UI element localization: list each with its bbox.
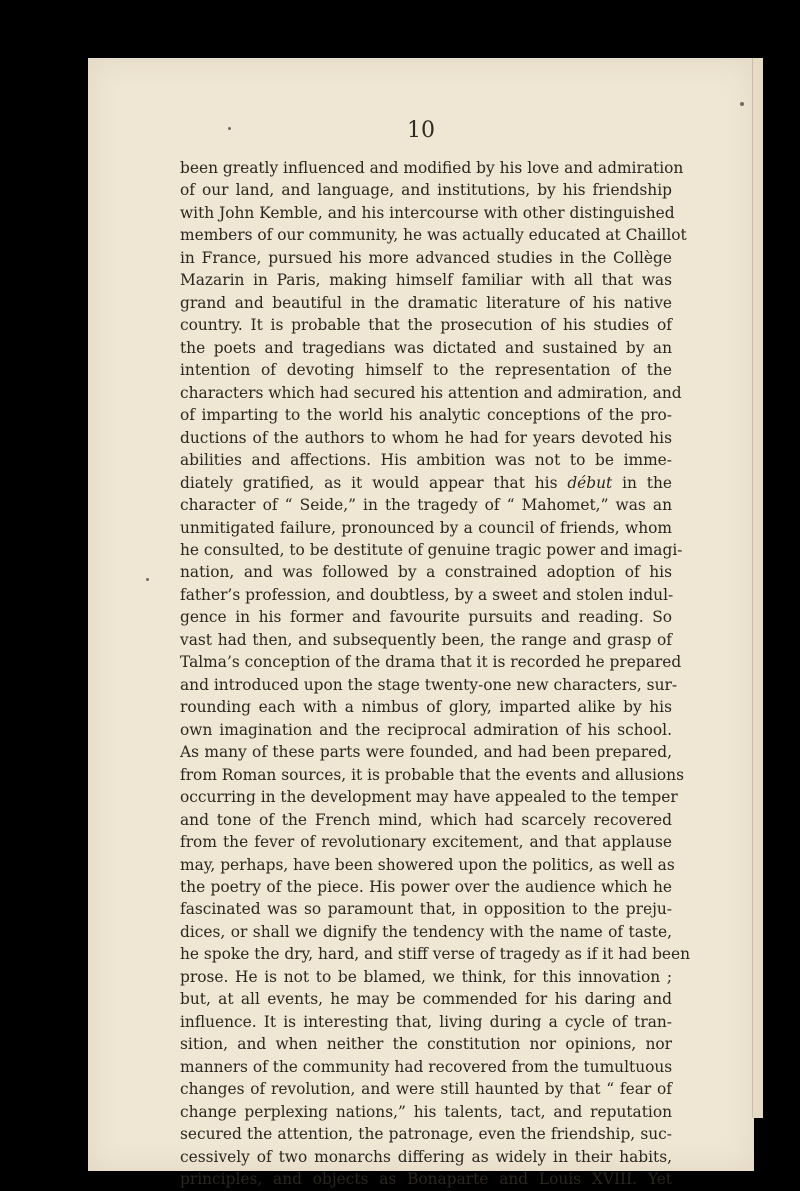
text-line: [180, 1078, 672, 1100]
text-line: [180, 943, 691, 965]
text-segment: and introduced upon the stage twenty-one new characters, sur-: [180, 675, 678, 694]
text-line: [180, 831, 672, 853]
ink-speck: [228, 127, 231, 130]
text-line: [180, 606, 672, 628]
text-line: [180, 224, 687, 246]
text-line: [180, 382, 682, 404]
text-line: [180, 247, 672, 269]
text-segment: ductions of the authors to whom he had for years devoted his: [180, 428, 672, 447]
text-segment: secured the attention, the patronage, even the friendship, suc-: [180, 1125, 672, 1144]
text-segment: influence. It is interesting that, living during a cycle of tran-: [180, 1012, 672, 1031]
text-segment: occurring in the development may have appealed to the temper: [180, 788, 678, 807]
text-line: [180, 427, 672, 449]
text-line: [180, 1011, 672, 1033]
text-line: [180, 404, 672, 426]
text-line: [180, 786, 678, 808]
text-line: [180, 921, 672, 943]
text-line: [180, 337, 672, 359]
adjacent-page-edge: [752, 58, 763, 1118]
ink-speck: [740, 102, 744, 106]
text-line: [180, 1168, 672, 1190]
text-segment: and tone of the French mind, which had scarcely recovered: [180, 810, 672, 829]
text-segment: of our land, and language, and institutions, by his friendship: [180, 181, 672, 200]
text-segment: grand and beautiful in the dramatic literature of his native: [180, 293, 672, 312]
text-line: [180, 1101, 672, 1123]
text-segment: dices, or shall we dignify the tendency with the name of taste,: [180, 922, 672, 941]
text-segment: country. It is probable that the prosecution of his studies of: [180, 316, 672, 335]
text-line: [180, 494, 672, 516]
text-line: [180, 179, 672, 201]
text-segment: début: [567, 473, 613, 492]
text-line: [180, 898, 672, 920]
text-segment: character of “ Seide,” in the tragedy of “ Mahomet,” was an: [180, 496, 672, 515]
text-segment: rounding each with a nimbus of glory, imparted alike by his: [180, 698, 672, 717]
text-segment: he spoke the dry, hard, and stiff verse of tragedy as if it had been: [180, 945, 691, 964]
body-text: [180, 157, 691, 1191]
text-line: [180, 674, 678, 696]
text-line: [180, 854, 675, 876]
text-segment: diately gratified, as it would appear that his: [180, 473, 568, 492]
text-segment: the poetry of the piece. His power over the audience which he: [180, 878, 672, 896]
text-line: [180, 202, 675, 224]
text-line: [180, 517, 672, 539]
text-segment: father’s profession, and doubtless, by a sweet and stolen indul-: [180, 585, 674, 604]
text-segment: in the: [612, 473, 672, 492]
text-segment: sition, and when neither the constitution nor opinions, nor: [180, 1035, 672, 1054]
text-line: [180, 741, 672, 763]
text-segment: from the fever of revolutionary excitement, and that applause: [180, 833, 672, 852]
text-line: [180, 157, 684, 179]
text-segment: the poets and tragedians was dictated and sustained by an: [180, 338, 672, 357]
text-segment: Talma’s conception of the drama that it is recorded he prepared: [180, 653, 682, 672]
text-line: [180, 292, 672, 314]
text-segment: but, at all events, he may be commended for his daring and: [180, 990, 672, 1009]
text-line: [180, 876, 672, 898]
text-segment: intention of devoting himself to the representation of the: [180, 361, 672, 380]
text-segment: of imparting to the world his analytic conceptions of the pro-: [180, 406, 672, 425]
text-line: [180, 1033, 672, 1055]
text-segment: characters which had secured his attention and admiration, and: [180, 383, 682, 402]
text-line: [180, 584, 672, 606]
text-line: [180, 764, 684, 786]
text-line: [180, 651, 682, 673]
text-line: [180, 269, 672, 291]
text-segment: change perplexing nations,” his talents, tact, and reputation: [180, 1102, 672, 1121]
text-segment: cessively of two monarchs differing as widely in their habits,: [180, 1147, 672, 1166]
text-line: [180, 1123, 672, 1145]
text-segment: own imagination and the reciprocal admiration of his school.: [180, 720, 672, 739]
text-segment: from Roman sources, it is probable that the events and allusions: [180, 765, 684, 784]
text-segment: he consulted, to be destitute of genuine tragic power and imagi-: [180, 540, 683, 559]
text-segment: abilities and affections. His ambition was not to be imme-: [180, 451, 672, 470]
text-segment: vast had then, and subsequently been, the range and grasp of: [180, 630, 672, 649]
text-line: [180, 1056, 672, 1078]
page-number: 10: [407, 118, 435, 143]
text-line: [180, 719, 672, 741]
text-segment: principles, and objects as Bonaparte and Louis XVIII. Yet: [180, 1170, 672, 1189]
text-segment: unmitigated failure, pronounced by a council of friends, whom: [180, 518, 672, 537]
text-line: [180, 472, 672, 494]
text-segment: manners of the community had recovered from the tumultuous: [180, 1057, 673, 1076]
text-line: [180, 539, 683, 561]
text-segment: with John Kemble, and his intercourse with other distinguished: [180, 203, 675, 222]
text-line: [180, 449, 672, 471]
text-line: [180, 1146, 672, 1168]
text-segment: members of our community, he was actually educated at Chaillot: [180, 226, 687, 245]
text-segment: As many of these parts were founded, and had been prepared,: [180, 743, 672, 762]
text-segment: Mazarin in Paris, making himself familiar with all that was: [180, 271, 672, 290]
text-segment: may, perhaps, have been showered upon the politics, as well as: [180, 855, 675, 874]
text-line: [180, 966, 672, 988]
text-segment: gence in his former and favourite pursuits and reading. So: [180, 608, 672, 627]
ink-speck: [146, 578, 149, 581]
text-segment: been greatly influenced and modified by his love and admiration: [180, 159, 684, 177]
text-line: [180, 629, 672, 651]
text-segment: nation, and was followed by a constrained adoption of his: [180, 563, 672, 582]
text-line: [180, 359, 672, 381]
text-line: [180, 314, 672, 336]
text-segment: in France, pursued his more advanced studies in the Collège: [180, 248, 672, 267]
text-line: [180, 561, 672, 583]
text-line: [180, 696, 672, 718]
text-line: [180, 809, 672, 831]
text-segment: changes of revolution, and were still haunted by that “ fear of: [180, 1080, 672, 1099]
text-segment: prose. He is not to be blamed, we think, for this innovation ;: [180, 967, 672, 986]
text-segment: fascinated was so paramount that, in opposition to the preju-: [180, 900, 672, 919]
text-line: [180, 988, 672, 1010]
